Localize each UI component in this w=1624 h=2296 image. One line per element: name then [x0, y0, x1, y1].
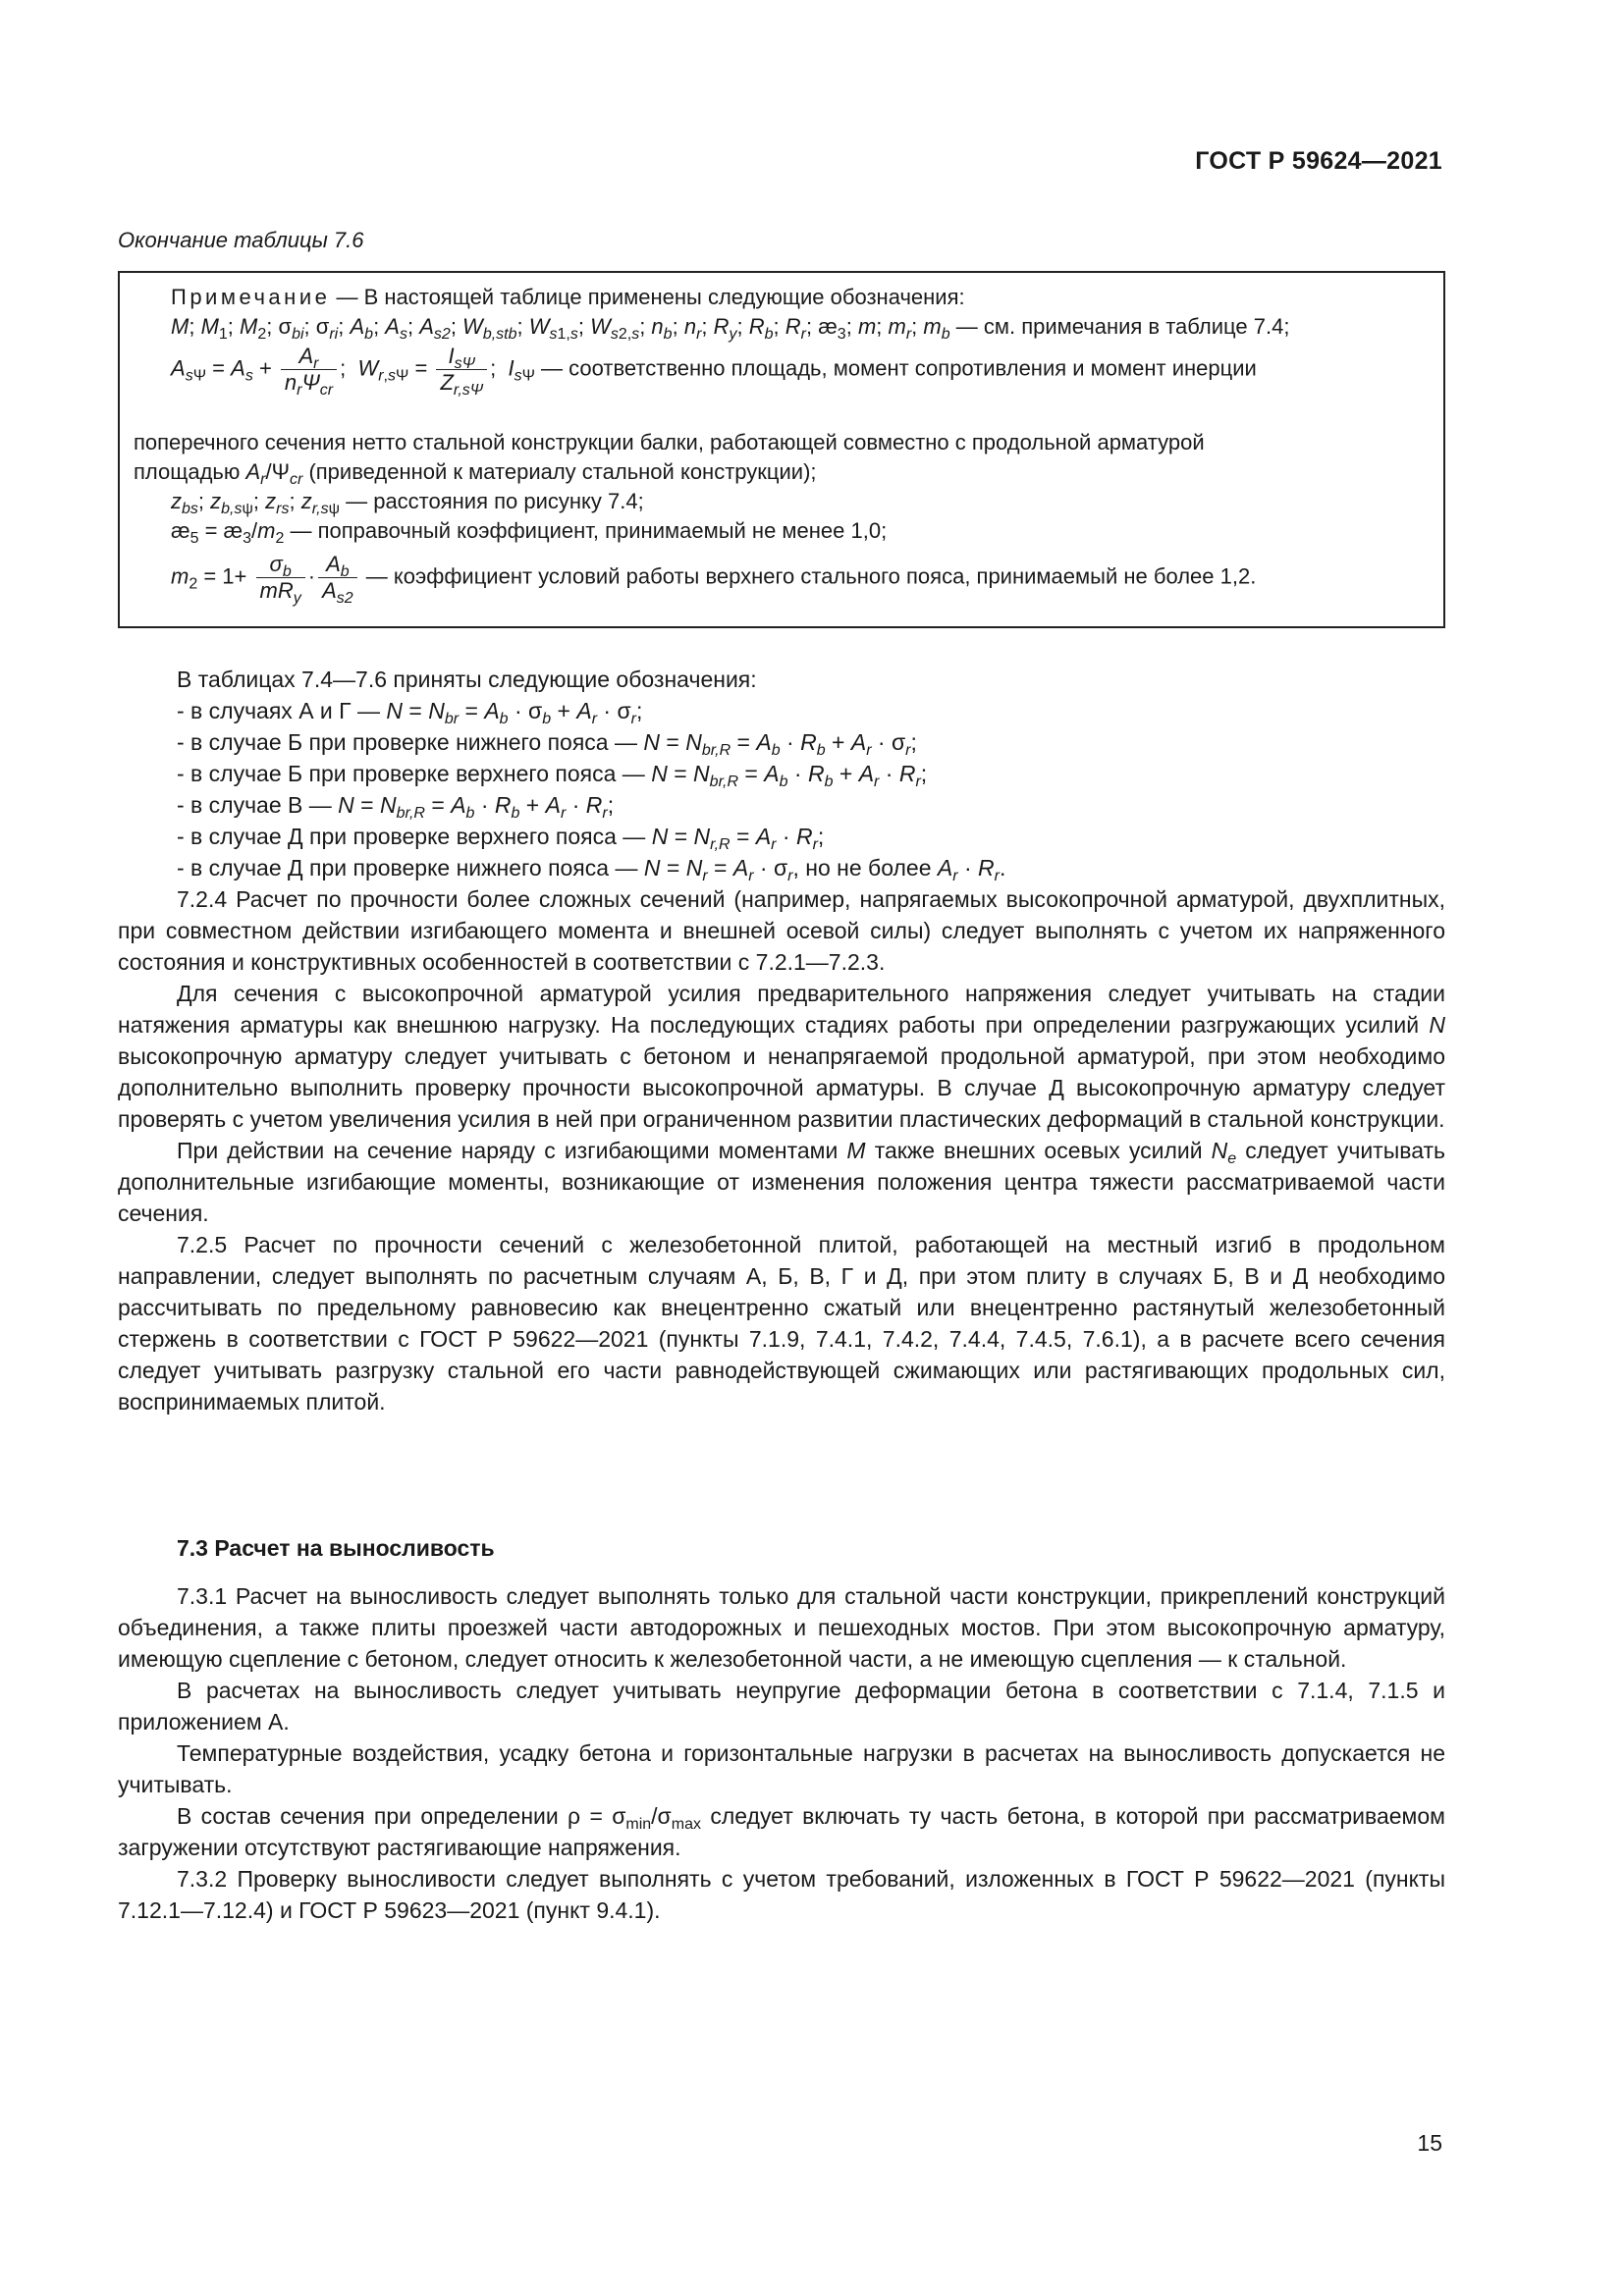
list-item-text: - в случае Б при проверке нижнего пояса — [177, 729, 644, 755]
list-item: - в случае Б при проверке нижнего пояса — $N = N_{br,R} = A_b \cdot R_b + A_r \cdot \sigma_r$; [177, 729, 917, 759]
paragraph-moments-b: также внешних осевых усилий [865, 1138, 1212, 1163]
note-cont-line2: площадью $A_r/\Psi_{cr}$ (приведенной к материалу стальной конструкции); [134, 459, 817, 488]
table-caption: Окончание таблицы 7.6 [118, 228, 364, 252]
section-title: 7.3 Расчет на выносливость [177, 1535, 495, 1561]
note-z-line: $z_{bs}$; $z_{b,s\psi}$; $z_{rs}$; $z_{r,s\psi}$ — расстояния по рисунку 7.4; [171, 489, 644, 517]
note-box [118, 271, 1445, 628]
note-cont-line1: поперечного сечения нетто стальной конструкции балки, работающей совместно с продольной арматурой [134, 430, 1205, 454]
note-intro-line [171, 283, 965, 312]
paragraph-7-2-4: 7.2.4 Расчет по прочности более сложных сечений (например, напрягаемых высокопрочной арматурой, двухплитных, при совместном действии изгибающего момента и внешней осевой силы) следует выполнять с учетом их напряженного состояния и конструктивных особенностей в соответствии с 7.2.1—7.2.3. [118, 886, 1445, 975]
paragraph-rho-a: В состав сечения при определении [177, 1803, 568, 1829]
paragraph-prestress: Для сечения с высокопрочной арматурой усилия предварительного напряжения следует учитывать на стадии натяжения арматуры как внешнюю нагрузку. На последующих стадиях работы при определении разгружающих усилий N высокопрочную арматуру следует учитывать с бетоном и ненапрягаемой продольной арматурой, при этом необходимо дополнительно выполнить проверку прочности высокопрочной арматуры. В случае Д высокопрочную арматуру следует проверять с учетом увеличения усилия в ней при ограниченном развитии пластических деформаций в стальной конструкции. [118, 981, 1445, 1132]
paragraph-moments: При действии на сечение наряду с изгибающими моментами M также внешних осевых усилий $N_e$ следует учитывать дополнительные изгибающие моменты, возникающие от изменения положения центра тяжести рассматриваемой части сечения. [118, 1138, 1445, 1226]
paragraph-7-3-2: 7.3.2 Проверку выносливости следует выполнять с учетом требований, изложенных в ГОСТ Р 59622—2021 (пункты 7.12.1—7.12.4) и ГОСТ Р 59623—2021 (пункт 9.4.1). [118, 1866, 1445, 1923]
paragraph-prestress-b: высокопрочную арматуру следует учитывать с бетоном и ненапрягаемой продольной арматурой, при этом необходимо дополнительно выполнить проверку прочности высокопрочной арматуры. В случае Д высокопрочную арматуру следует проверять с учетом увеличения усилия в ней при ограниченном развитии пластических деформаций в стальной конструкции. [118, 1043, 1445, 1132]
list-item-text: - в случае Д при проверке верхнего пояса — [177, 824, 652, 849]
body-text-lower [118, 1580, 1445, 1926]
paragraph-moments-a: При действии на сечение наряду с изгибающими моментами [177, 1138, 847, 1163]
standard-header: ГОСТ Р 59624—2021 [1195, 147, 1442, 175]
paragraph-rho: В состав сечения при определении $\rho = \sigma_{min}/\sigma_{max}$ следует включать ту часть бетона, в которой при рассматриваемом загружении отсутствуют растягивающие напряжения. [118, 1803, 1445, 1860]
list-intro: В таблицах 7.4—7.6 приняты следующие обозначения: [177, 667, 757, 692]
list-item: - в случае Д при проверке верхнего пояса — $N = N_{r,R} = A_r \cdot R_r$; [177, 824, 825, 853]
body-text-upper [118, 664, 1445, 1417]
paragraph-inelastic: В расчетах на выносливость следует учитывать неупругие деформации бетона в соответствии с 7.1.4, 7.1.5 и приложением А. [118, 1678, 1445, 1735]
paragraph-moments-c: следует учитывать дополнительные изгибающие моменты, возникающие от изменения положения центра тяжести рассматриваемой части сечения. [118, 1138, 1445, 1226]
note-ae5-line: $æ_5$ = $æ_3/m_2$ — поправочный коэффициент, принимаемый не менее 1,0; [171, 518, 888, 547]
list-item: - в случае Б при проверке верхнего пояса — $N = N_{br,R} = A_b \cdot R_b + A_r \cdot R_r$; [177, 761, 928, 790]
list-item-text: - в случае Б при проверке верхнего пояса — [177, 761, 652, 786]
paragraph-rho-b: следует включать ту часть бетона, в которой при рассматриваемом загружении отсутствуют растягивающие напряжения. [118, 1803, 1445, 1860]
note-area-text: — соответственно площадь, момент сопротивления и момент инерции [534, 355, 1257, 381]
list-item: - в случае В — $N = N_{br,R} = A_b \cdot R_b + A_r \cdot R_r$; [177, 792, 615, 822]
paragraph-7-2-5: 7.2.5 Расчет по прочности сечений с железобетонной плитой, работающей на местный изгиб в продольном направлении, следует выполнять по расчетным случаям А, Б, В, Г и Д, при этом плиту в случаях Б, В и Д необходимо рассчитывать по предельному равновесию как внецентренно сжатый или внецентренно растянутый железобетонный стержень в соответствии с ГОСТ Р 59622—2021 (пункты 7.1.9, 7.4.1, 7.4.2, 7.4.4, 7.4.5, 7.6.1), а в расчете всего сечения следует учитывать разгрузку стальной его части равнодействующей сжимающих или растягивающих продольных сил, воспринимаемых плитой. [118, 1232, 1445, 1415]
paragraph-temperature: Температурные воздействия, усадку бетона и горизонтальные нагрузки в расчетах на выносливость допускается не учитывать. [118, 1740, 1445, 1797]
note-symbols-line: M; $M_1$; $M_2$; $\sigma_{bi}$; $\sigma_{ri}$; $A_b$; $A_s$; $A_{s2}$; $W_{b,stb}$; $W_{s1,s}$; $W_{s2,s}$; $n_b$; $n_r$; $R_y$; $R_b$; $R_r$; $æ_3$; m; $m_r$; $m_b$ — см. примечания в таблице 7.4; [171, 314, 1290, 343]
list-item: - в случае Д при проверке нижнего пояса — $N = N_r = A_r \cdot \sigma_r$, но не более $A_r \cdot R_r$. [177, 855, 1006, 884]
list-item-text: - в случаях А и Г — [177, 698, 387, 723]
note-m2-formula: $m_2 = 1+$ $\frac{\sigma_b}{mR_y}$ · $\frac{A_b}{A_{s2}}$ — коэффициент условий работы верхнего стального пояса, принимаемый не более 1,2. [171, 552, 1257, 607]
paragraph-7-3-1: 7.3.1 Расчет на выносливость следует выполнять только для стальной части конструкции, прикреплений конструкций объединения, а также плиты проезжей части автодорожных и пешеходных мостов. При этом высокопрочную арматуру, имеющую сцепление с бетоном, следует относить к железобетонной части, а не имеющую сцепления — к стальной. [118, 1583, 1445, 1672]
paragraph-prestress-a: Для сечения с высокопрочной арматурой усилия предварительного напряжения следует учитывать на стадии натяжения арматуры как внешнюю нагрузку. На последующих стадиях работы при определении разгружающих усилий [118, 981, 1445, 1038]
note-intro: — В настоящей таблице применены следующие обозначения: [330, 285, 965, 309]
note-see-text: — см. примечания в таблице 7.4; [949, 314, 1290, 339]
page-number: 15 [1417, 2130, 1442, 2156]
list-last-suffix: , но не более [792, 855, 938, 881]
note-cont-line2-b: (приведенной к материалу стальной конструкции); [302, 459, 817, 484]
note-ae5-text: — поправочный коэффициент, принимаемый не менее 1,0; [284, 518, 888, 543]
list-item-text: - в случае В — [177, 792, 339, 818]
note-z-text: — расстояния по рисунку 7.4; [339, 489, 644, 513]
note-label: Примечание [171, 285, 331, 309]
note-m2-text: — коэффициент условий работы верхнего стального пояса, принимаемый не более 1,2. [359, 563, 1257, 589]
list-item: - в случаях А и Г — $N = N_{br} = A_b \cdot \sigma_b + A_r \cdot \sigma_r$; [177, 698, 643, 727]
note-area-formula: $A_{s\Psi} = A_s$ + $\frac{A_r}{n_r\Psi_{cr}}$ ; $W_{r,s\Psi}$ = $\frac{I_{s\Psi}}{Z_{r,s\Psi}}$ ; $I_{s\Psi}$ — соответственно площадь, момент сопротивления и момент инерции [171, 344, 1257, 399]
note-cont-line2-a: площадью [134, 459, 246, 484]
list-item-text: - в случае Д при проверке нижнего пояса — [177, 855, 644, 881]
